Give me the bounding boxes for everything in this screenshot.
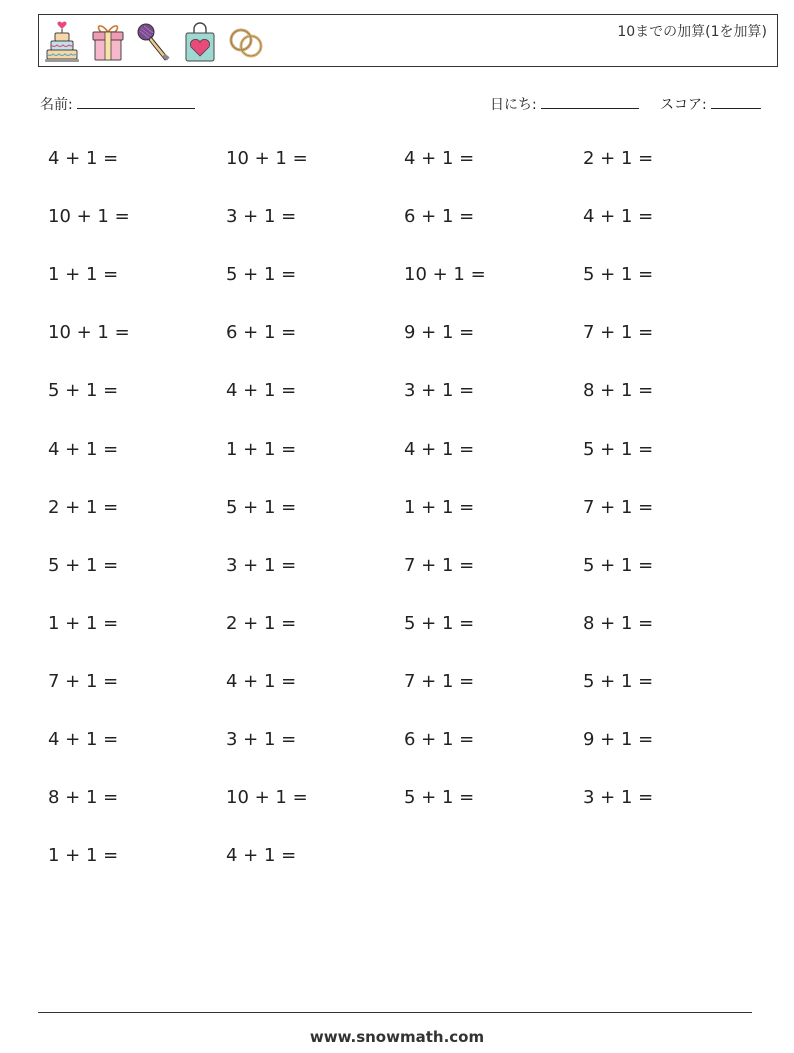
problem-item: 9 + 1 = bbox=[404, 322, 475, 343]
problem-item: 4 + 1 = bbox=[48, 439, 119, 460]
problem-item: 5 + 1 = bbox=[226, 264, 297, 285]
problem-item: 1 + 1 = bbox=[226, 439, 297, 460]
problem-item: 2 + 1 = bbox=[583, 148, 654, 169]
date-field bbox=[490, 94, 639, 114]
problem-item: 3 + 1 = bbox=[226, 206, 297, 227]
problem-item: 7 + 1 = bbox=[48, 671, 119, 692]
problem-item: 8 + 1 = bbox=[583, 613, 654, 634]
shopping-bag-heart-icon bbox=[181, 20, 219, 64]
problem-item: 4 + 1 = bbox=[226, 845, 297, 866]
problem-item: 7 + 1 = bbox=[583, 322, 654, 343]
problem-item: 10 + 1 = bbox=[226, 148, 308, 169]
problem-item: 4 + 1 = bbox=[48, 729, 119, 750]
problem-item: 5 + 1 = bbox=[583, 264, 654, 285]
score-field bbox=[660, 94, 761, 114]
problem-item: 10 + 1 = bbox=[404, 264, 486, 285]
problem-item: 5 + 1 = bbox=[226, 497, 297, 518]
problem-item: 3 + 1 = bbox=[583, 787, 654, 808]
problem-item: 7 + 1 = bbox=[404, 671, 475, 692]
problem-item: 4 + 1 = bbox=[583, 206, 654, 227]
problem-item: 3 + 1 = bbox=[226, 555, 297, 576]
problem-item: 8 + 1 = bbox=[48, 787, 119, 808]
problem-item: 3 + 1 = bbox=[404, 380, 475, 401]
problem-item: 1 + 1 = bbox=[48, 845, 119, 866]
problem-item: 6 + 1 = bbox=[404, 206, 475, 227]
problem-item: 4 + 1 = bbox=[48, 148, 119, 169]
name-field bbox=[40, 94, 195, 114]
problem-item: 5 + 1 = bbox=[404, 613, 475, 634]
rings-icon bbox=[227, 20, 265, 64]
problem-item: 5 + 1 = bbox=[583, 671, 654, 692]
problem-item: 5 + 1 = bbox=[583, 439, 654, 460]
problem-item: 6 + 1 = bbox=[404, 729, 475, 750]
problem-item: 9 + 1 = bbox=[583, 729, 654, 750]
problem-item: 4 + 1 = bbox=[404, 148, 475, 169]
problem-item: 5 + 1 = bbox=[48, 380, 119, 401]
problem-item: 7 + 1 = bbox=[404, 555, 475, 576]
name-blank[interactable] bbox=[77, 94, 195, 109]
name-label: 名前: bbox=[40, 97, 73, 113]
footer-url: www.snowmath.com bbox=[309, 1028, 485, 1046]
problem-item: 7 + 1 = bbox=[583, 497, 654, 518]
cake-icon bbox=[43, 20, 81, 64]
date-label: 日にち: bbox=[490, 97, 537, 113]
problem-item: 4 + 1 = bbox=[226, 380, 297, 401]
microphone-icon bbox=[135, 20, 173, 64]
score-label: スコア: bbox=[660, 97, 707, 113]
problem-item: 4 + 1 = bbox=[404, 439, 475, 460]
problem-item: 1 + 1 = bbox=[48, 613, 119, 634]
gift-icon bbox=[89, 20, 127, 64]
problem-item: 3 + 1 = bbox=[226, 729, 297, 750]
problem-item: 10 + 1 = bbox=[226, 787, 308, 808]
problem-item: 2 + 1 = bbox=[48, 497, 119, 518]
problem-item: 1 + 1 = bbox=[404, 497, 475, 518]
footer-divider bbox=[38, 1012, 752, 1013]
problem-item: 10 + 1 = bbox=[48, 322, 130, 343]
problem-item: 4 + 1 = bbox=[226, 671, 297, 692]
problem-item: 1 + 1 = bbox=[48, 264, 119, 285]
worksheet-title: 10までの加算(1を加算) bbox=[617, 24, 767, 40]
problem-item: 2 + 1 = bbox=[226, 613, 297, 634]
problem-item: 6 + 1 = bbox=[226, 322, 297, 343]
date-blank[interactable] bbox=[541, 94, 639, 109]
problem-item: 5 + 1 = bbox=[48, 555, 119, 576]
problem-item: 8 + 1 = bbox=[583, 380, 654, 401]
header-icons bbox=[43, 19, 273, 65]
problem-item: 5 + 1 = bbox=[404, 787, 475, 808]
score-blank[interactable] bbox=[711, 94, 761, 109]
problem-item: 10 + 1 = bbox=[48, 206, 130, 227]
problem-item: 5 + 1 = bbox=[583, 555, 654, 576]
worksheet-header bbox=[38, 14, 778, 67]
